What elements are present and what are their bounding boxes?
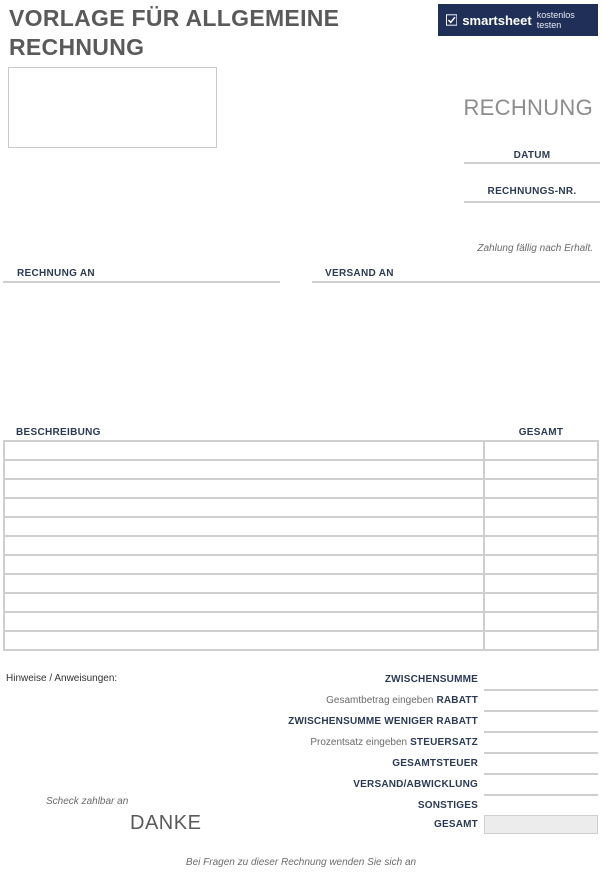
- table-row: [4, 574, 598, 593]
- total-column-header: GESAMT: [518, 427, 564, 438]
- summary-row-tax-rate: [200, 733, 600, 754]
- table-row: [4, 479, 598, 498]
- table-row: [4, 631, 598, 650]
- summary-label: GESAMTSTEUER: [392, 758, 478, 769]
- summary-label: GESAMT: [434, 819, 478, 830]
- total-cell[interactable]: [484, 574, 598, 593]
- total-tax-field[interactable]: [484, 754, 598, 775]
- thank-you-text: DANKE: [130, 812, 202, 834]
- invoice-number-label: RECHNUNGS-NR.: [487, 186, 577, 197]
- total-cell[interactable]: [484, 631, 598, 650]
- bill-to-label: RECHNUNG AN: [17, 268, 95, 279]
- table-row: [4, 517, 598, 536]
- table-row: [4, 612, 598, 631]
- total-cell[interactable]: [484, 612, 598, 631]
- summary-row-shipping: [200, 775, 600, 796]
- total-cell[interactable]: [484, 498, 598, 517]
- description-cell[interactable]: [4, 479, 484, 498]
- ship-to-divider: [312, 281, 600, 283]
- table-row: [4, 460, 598, 479]
- ship-to-label: VERSAND AN: [325, 268, 394, 279]
- logo-brand-text: smartsheet: [462, 12, 532, 28]
- total-cell[interactable]: [484, 593, 598, 612]
- document-title: VORLAGE FÜR ALLGEMEINE RECHNUNG: [9, 5, 340, 60]
- summary-row-discount: [200, 691, 600, 712]
- date-label: DATUM: [513, 150, 551, 161]
- table-row: [4, 593, 598, 612]
- description-cell[interactable]: [4, 631, 484, 650]
- summary-label: ZWISCHENSUMME: [384, 674, 478, 685]
- discount-field[interactable]: [484, 691, 598, 712]
- description-cell[interactable]: [4, 593, 484, 612]
- description-cell[interactable]: [4, 555, 484, 574]
- description-cell[interactable]: [4, 441, 484, 460]
- description-cell[interactable]: [4, 460, 484, 479]
- table-row: [4, 498, 598, 517]
- description-cell[interactable]: [4, 574, 484, 593]
- shipping-field[interactable]: [484, 775, 598, 796]
- summary-label: RABATT: [436, 695, 478, 706]
- company-logo-placeholder[interactable]: [8, 67, 217, 148]
- table-row: [4, 555, 598, 574]
- summary-row-total-tax: [200, 754, 600, 775]
- summary-hint: Gesamtbetrag eingeben: [326, 695, 434, 706]
- summary-row-other: [200, 796, 600, 817]
- summary-row-grand-total: [200, 815, 600, 836]
- total-cell[interactable]: [484, 460, 598, 479]
- description-column-header: BESCHREIBUNG: [16, 427, 101, 438]
- table-row: [4, 536, 598, 555]
- invoice-heading: RECHNUNG: [463, 95, 593, 120]
- payment-due-note: Zahlung fällig nach Erhalt.: [477, 243, 593, 254]
- check-payable-note: Scheck zahlbar an: [46, 796, 129, 807]
- summary-label: VERSAND/ABWICKLUNG: [353, 779, 478, 790]
- logo-cta-text: kostenlos testen: [536, 10, 575, 30]
- description-cell[interactable]: [4, 498, 484, 517]
- total-cell[interactable]: [484, 479, 598, 498]
- description-cell[interactable]: [4, 517, 484, 536]
- total-cell[interactable]: [484, 517, 598, 536]
- summary-label: STEUERSATZ: [410, 737, 478, 748]
- summary-row-subtotal: [200, 670, 600, 691]
- contact-footer-note: Bei Fragen zu dieser Rechnung wenden Sie sich an: [185, 857, 417, 868]
- summary-hint: Prozentsatz eingeben: [310, 737, 408, 748]
- summary-label: SONSTIGES: [417, 800, 478, 811]
- table-row: [4, 441, 598, 460]
- smartsheet-trial-button[interactable]: [438, 4, 598, 36]
- bill-to-divider: [3, 281, 280, 283]
- grand-total-field[interactable]: [484, 815, 598, 834]
- total-cell[interactable]: [484, 555, 598, 574]
- summary-row-subtotal-less-discount: [200, 712, 600, 733]
- subtotal-less-discount-field[interactable]: [484, 712, 598, 733]
- description-cell[interactable]: [4, 536, 484, 555]
- notes-label: Hinweise / Anweisungen:: [6, 673, 118, 684]
- smartsheet-logo-icon: [446, 14, 457, 26]
- other-field[interactable]: [484, 796, 598, 817]
- date-field[interactable]: [464, 162, 600, 164]
- description-cell[interactable]: [4, 612, 484, 631]
- line-items-table: [3, 440, 599, 651]
- total-cell[interactable]: [484, 441, 598, 460]
- subtotal-field[interactable]: [484, 670, 598, 691]
- invoice-number-field[interactable]: [464, 201, 600, 203]
- summary-label: ZWISCHENSUMME WENIGER RABATT: [288, 716, 478, 727]
- total-cell[interactable]: [484, 536, 598, 555]
- tax-rate-field[interactable]: [484, 733, 598, 754]
